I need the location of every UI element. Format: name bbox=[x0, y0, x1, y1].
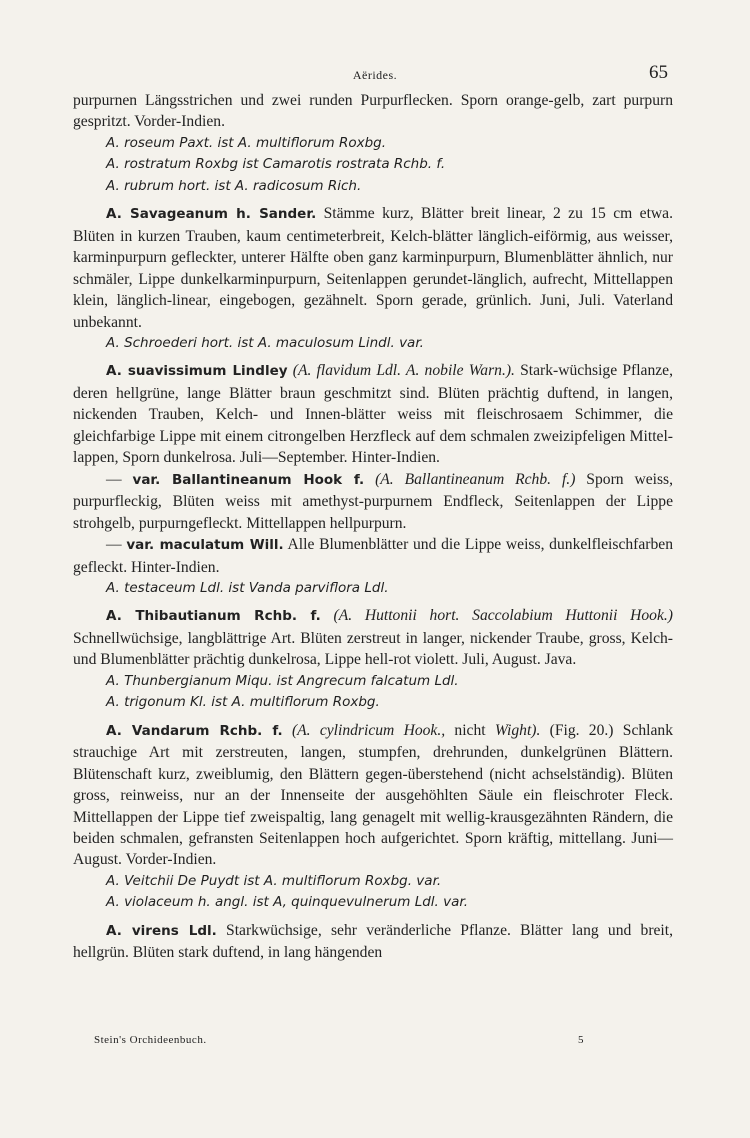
text-run: A. rubrum hort. bbox=[106, 177, 211, 194]
text-run: ist bbox=[272, 672, 298, 689]
footer-book-title: Stein's Orchideenbuch. bbox=[94, 1034, 207, 1046]
species-name: A. Thibautianum Rchb. f. bbox=[106, 608, 321, 625]
text-run: A. Veitchii De Puydt bbox=[106, 872, 240, 889]
text-run: Angrecum falcatum Ldl. bbox=[297, 672, 459, 689]
synonym-line bbox=[73, 692, 673, 713]
text-run: A. multiflorum Roxbg. bbox=[231, 694, 380, 711]
synonym-line bbox=[73, 333, 673, 354]
text-run: Stark-wüchsige Pflanze, deren hellgrüne, lange Blätter braun geschmitzt sind. Blüten prächtig duftend, in langen, nickenden Trauben, Kelch- und Innen-blätter weiss mit fleischrosaem Schimmer, die gleichfarbige Lippe mit einem citrongelben Herzfleck auf dem schmalen zweizipfeligen Mittel-lappen, Sporn dunkelrosa. Juli—September. Hinter-Indien. bbox=[73, 362, 673, 467]
synonym-line bbox=[73, 133, 673, 154]
text-run: ist bbox=[210, 177, 235, 194]
text-run: ist bbox=[233, 334, 258, 351]
text-run: A. roseum Paxt. bbox=[106, 134, 214, 151]
text-run: Schnellwüchsige, langblättrige Art. Blüten zerstreut in langer, nickender Traube, gross, Kelch- und Blumenblätter prächtig dunkelrosa, Lippe hell-rot violett. Juli, August. Java. bbox=[73, 629, 673, 669]
text-run: — bbox=[106, 536, 127, 554]
text-run: Alle Blumenblätter und die Lippe weiss, dunkelfleischfarben gefleckt. Hinter-Indien. bbox=[73, 536, 674, 576]
species-name: A. suavissimum Lindley bbox=[106, 363, 288, 380]
paragraph bbox=[73, 203, 673, 333]
synonym-citation: (A. cylindricum Hook., bbox=[291, 721, 446, 739]
synonym-line bbox=[73, 871, 673, 892]
text-run: A. testaceum Ldl. bbox=[106, 579, 225, 596]
synonym-line bbox=[73, 892, 673, 913]
paragraph bbox=[73, 90, 673, 133]
species-name: A. virens Ldl. bbox=[106, 922, 217, 939]
paragraph bbox=[73, 605, 673, 670]
text-run: Camarotis rostrata Rchb. f. bbox=[262, 156, 446, 173]
body-text bbox=[73, 90, 673, 964]
text-run: Vanda parviflora Ldl. bbox=[248, 579, 389, 596]
synonym-citation: Wight). bbox=[494, 721, 541, 739]
text-run: — bbox=[106, 470, 133, 488]
text-run: A. rostratum Roxbg bbox=[106, 156, 239, 173]
synonym-line bbox=[73, 578, 673, 599]
text-run: A. Schroederi hort. bbox=[106, 334, 234, 351]
species-name: A. Savageanum h. Sander. bbox=[106, 206, 317, 223]
synonym-citation: (A. Ballantineanum Rchb. f.) bbox=[375, 470, 576, 488]
text-run: ist bbox=[213, 134, 238, 151]
text-run: A. trigonum Kl. bbox=[106, 694, 207, 711]
species-name: var. Ballantineanum Hook f. bbox=[132, 471, 365, 488]
page-number: 65 bbox=[649, 62, 668, 83]
text-run: Sporn weiss, purpurfleckig, Blüten weiss mit amethyst-purpurnem Endfleck, Seitenlappen der Lippe strohgelb, purpurngefleckt. Mittellappen hellpurpurn. bbox=[73, 470, 674, 532]
paragraph bbox=[73, 720, 673, 871]
text-run: Stämme kurz, Blätter breit linear, 2 zu 15 cm etwa. Blüten in kurzen Trauben, kaum centimeterbreit, Kelch-blätter länglich-eiförmig, aus weisser, karminpurpurn gefleckter, unterer Hälfte oben ganz karminpurpurn, Blumenblätter ähnlich, nur schmäler, Lippe dunkelkarminpurpurn, Seitenlappen gerundet-länglich, aufrecht, Mittellappen klein, länglich-linear, eingebogen, gezähnelt. Sporn gerade, grünlich. Juni, Juli. Vaterland unbekannt. bbox=[73, 205, 673, 331]
text-run: ist bbox=[224, 579, 249, 596]
text-run: (Fig. 20.) Schlank strauchige Art mit zerstreuten, langen, stumpfen, drehrunden, dunkelgrünen Blättern. Blütenschaft kurz, zweiblumig, den Blättern gegen-überstehend (nicht achselständig). Blüten gross, reinweiss, nur an der Innenseite der ausgehöhlten Säule ein fleischroter Fleck. Mittellappen der Lippe tief zweispaltig, lang genagelt mit wellig-krausgezähnten Rändern, die beiden schmalen, gefransten Seitenlappen hoch aufgerichtet. Sporn kräftig, mittellang. Juni—August. Vorder-Indien. bbox=[73, 721, 674, 869]
paragraph bbox=[73, 469, 673, 534]
text-run bbox=[321, 607, 334, 624]
text-run: A. multiflorum Roxbg. bbox=[237, 134, 387, 151]
species-name: var. maculatum Will. bbox=[126, 537, 284, 554]
text-run bbox=[283, 722, 292, 739]
text-run: A. violaceum h. angl. bbox=[106, 894, 249, 911]
text-run: A. Thunbergianum Miqu. bbox=[106, 672, 273, 689]
text-run: ist bbox=[238, 156, 263, 173]
text-run: ist bbox=[206, 694, 232, 711]
species-name: A. Vandarum Rchb. f. bbox=[106, 722, 283, 739]
text-run: A, quinquevulnerum Ldl. var. bbox=[273, 894, 469, 911]
text-run: Starkwüchsige, sehr veränderliche Pflanze. Blätter lang und breit, hellgrün. Blüten stark duftend, in lang hängenden bbox=[73, 921, 673, 962]
synonym-citation: (A. flavidum Ldl. A. nobile Warn.). bbox=[292, 362, 515, 380]
text-run: ist bbox=[239, 872, 264, 889]
text-run bbox=[364, 471, 375, 488]
text-run: ist bbox=[248, 894, 274, 911]
synonym-line bbox=[73, 671, 673, 692]
text-run: A. multiflorum Roxbg. var. bbox=[263, 872, 442, 889]
paragraph bbox=[73, 920, 673, 964]
printer-signature: 5 bbox=[578, 1034, 584, 1046]
text-run: nicht bbox=[445, 721, 495, 739]
synonym-line bbox=[73, 154, 673, 175]
text-run: A. maculosum Lindl. var. bbox=[257, 334, 424, 351]
paragraph bbox=[73, 360, 673, 468]
synonym-line bbox=[73, 176, 673, 197]
running-title: Aërides. bbox=[352, 68, 398, 82]
paragraph bbox=[73, 534, 673, 578]
text-run: purpurnen Längsstrichen und zwei runden Purpurflecken. Sporn orange-gelb, zart purpurn gespritzt. Vorder-Indien. bbox=[73, 92, 673, 131]
text-run: A. radicosum Rich. bbox=[234, 177, 362, 194]
synonym-citation: (A. Huttonii hort. Saccolabium Huttonii Hook.) bbox=[333, 607, 673, 625]
